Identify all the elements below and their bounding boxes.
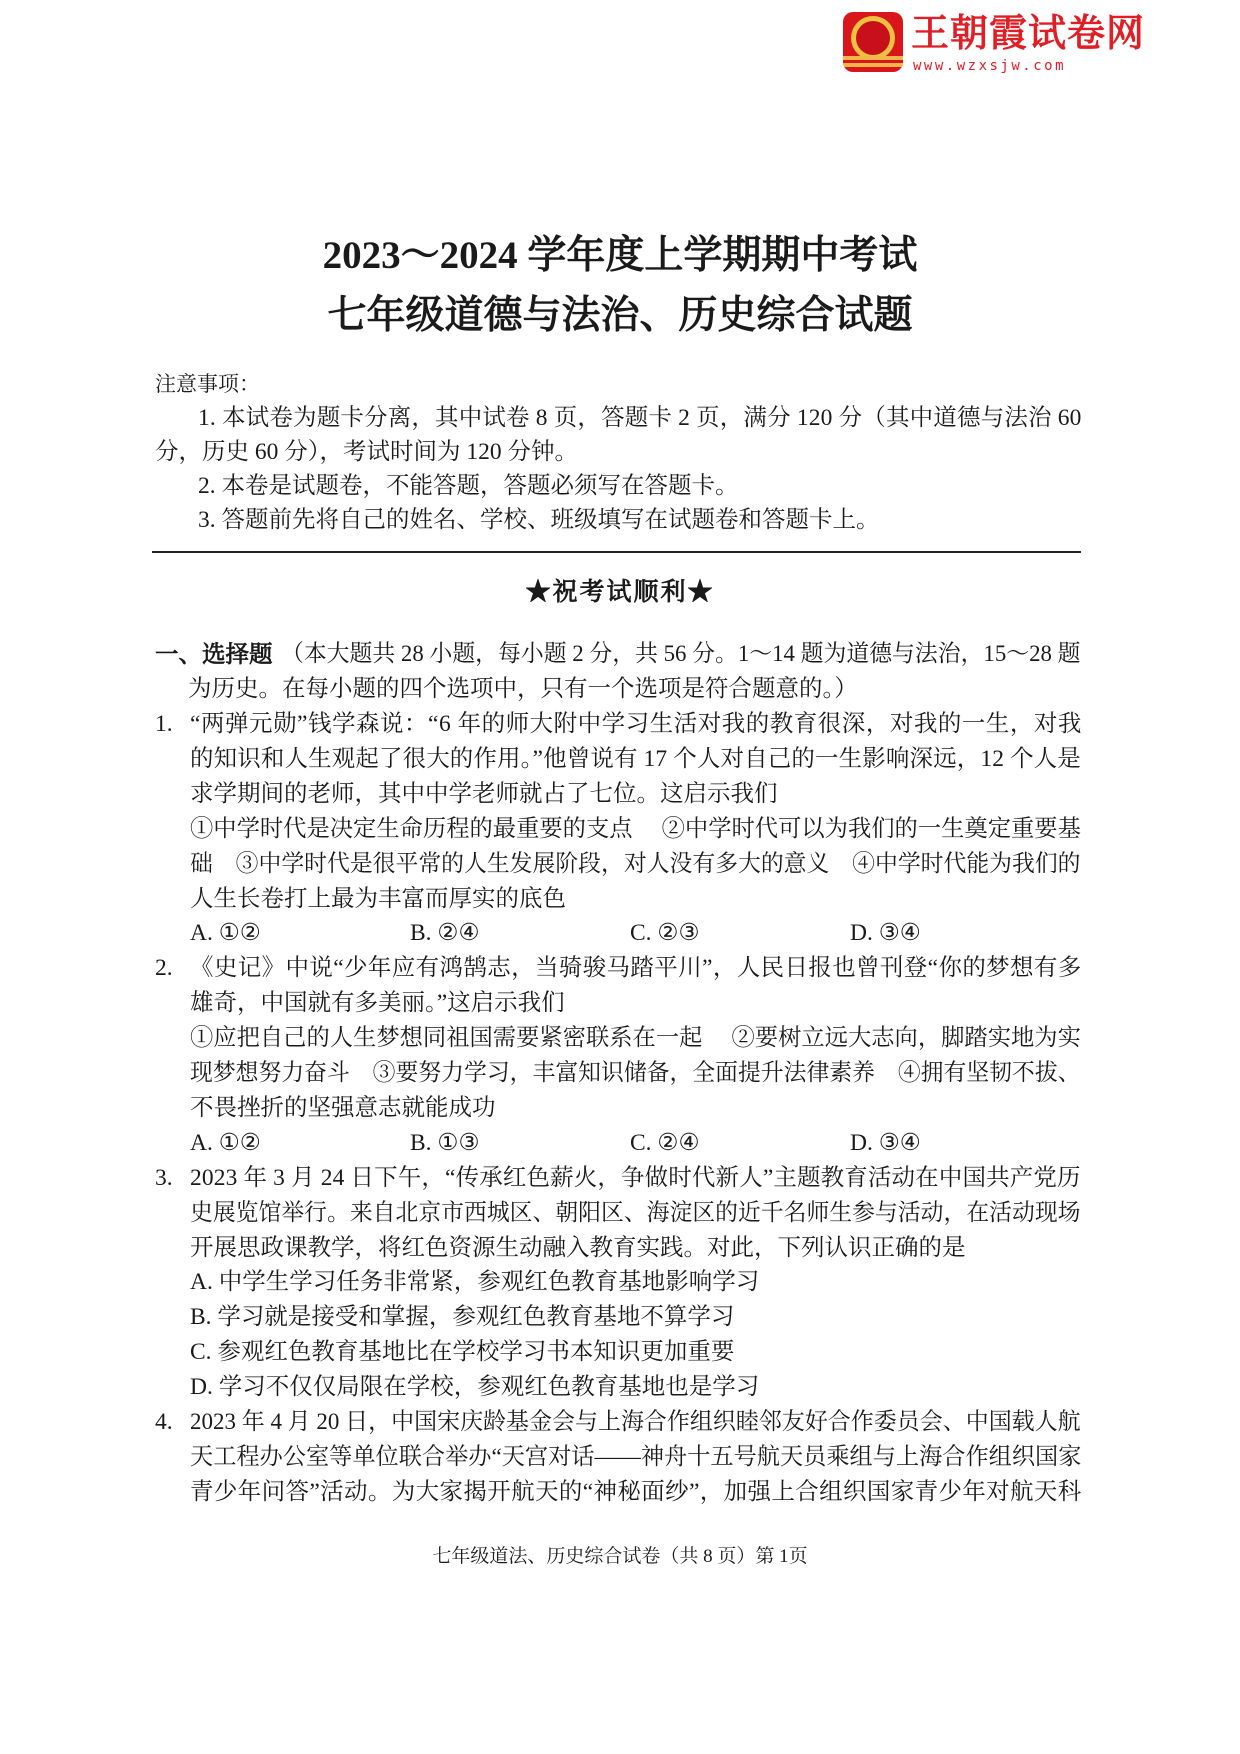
notice-line: 分，历史 60 分），考试时间为 120 分钟。 <box>155 439 578 465</box>
question-text: 的知识和人生观起了很大的作用。”他曾说有 17 个人对自己的一生影响深远，12 个人是 <box>190 745 1081 772</box>
notice-line: 1. 本试卷为题卡分离，其中试卷 8 页，答题卡 2 页，满分 120 分（其中道德与法治 60 <box>198 405 1082 431</box>
answer-option: B. ②④ <box>410 920 480 947</box>
question-number: 3. <box>155 1164 173 1191</box>
question-number: 4. <box>155 1409 173 1435</box>
question-text: 2023 年 4 月 20 日，中国宋庆龄基金会与上海合作组织睦邻友好合作委员会、中国载人航 <box>190 1409 1081 1435</box>
section-label <box>155 638 273 671</box>
logo-name: 王朝霞试卷网 <box>911 11 1146 55</box>
question-text: 人生长卷打上最为丰富而厚实的底色 <box>190 885 566 912</box>
answer-option: C. 参观红色教育基地比在学校学习书本知识更加重要 <box>190 1339 735 1366</box>
question-number: 2. <box>155 955 173 982</box>
question-text: 天工程办公室等单位联合举办“天宫对话——神舟十五号航天员乘组与上海合作组织国家 <box>190 1443 1082 1470</box>
question-text: 础 ③中学时代是很平常的人生发展阶段，对人没有多大的意义 ④中学时代能为我们的 <box>190 850 1081 877</box>
notice-line: 2. 本卷是试题卷，不能答题，答题必须写在答题卡。 <box>198 473 739 499</box>
answer-option: A. 中学生学习任务非常紧，参观红色教育基地影响学习 <box>190 1269 760 1296</box>
page-footer: 七年级道法、历史综合试卷（共 8 页）第 1页 <box>432 1546 808 1567</box>
answer-option: C. ②③ <box>630 920 700 947</box>
question-text: 雄奇，中国就有多美丽。”这启示我们 <box>190 990 565 1017</box>
question-text: 开展思政课教学，将红色资源生动融入教育实践。对此，下列认识正确的是 <box>190 1234 966 1261</box>
notice-heading: 注意事项： <box>155 372 260 396</box>
answer-option: D. 学习不仅仅局限在学校，参观红色教育基地也是学习 <box>190 1374 760 1401</box>
answer-option: A. ①② <box>190 920 261 947</box>
question-text: 《史记》中说“少年应有鸿鹄志，当骑骏马踏平川”，人民日报也曾刊登“你的梦想有多 <box>190 955 1082 982</box>
section-instructions: （本大题共 28 小题，每小题 2 分，共 56 分。1～14 题为道德与法治，15～28 题 <box>281 641 1081 667</box>
question-text: “两弹元勋”钱学森说：“6 年的师大附中学习生活对我的教育很深，对我的一生，对我 <box>190 711 1082 737</box>
question-text: 史展览馆举行。来自北京市西城区、朝阳区、海淀区的近千名师生参与活动，在活动现场 <box>190 1199 1081 1226</box>
section-instructions: 为历史。在每小题的四个选项中，只有一个选项是符合题意的。） <box>188 676 858 702</box>
answer-option: B. ①③ <box>410 1129 480 1156</box>
divider <box>152 551 1081 553</box>
good-luck-banner: ★祝考试顺利★ <box>525 579 715 606</box>
section-label-text: 一、选择题 <box>155 640 273 668</box>
question-text: 求学期间的老师，其中中学老师就占了七位。这启示我们 <box>190 780 778 807</box>
exam-subtitle: 七年级道德与法治、历史综合试题 <box>327 294 913 337</box>
exam-title: 2023～2024 学年度上学期期中考试 <box>322 234 918 277</box>
question-text: ①中学时代是决定生命历程的最重要的支点 ②中学时代可以为我们的一生奠定重要基 <box>190 815 1081 842</box>
answer-option: B. 学习就是接受和掌握，参观红色教育基地不算学习 <box>190 1304 735 1331</box>
question-text: 不畏挫折的坚强意志就能成功 <box>190 1094 496 1121</box>
question-text: 2023 年 3 月 24 日下午，“传承红色薪火，争做时代新人”主题教育活动在中国共产党历 <box>190 1164 1081 1191</box>
question-text: 青少年问答”活动。为大家揭开航天的“神秘面纱”，加强上合组织国家青少年对航天科 <box>190 1478 1082 1505</box>
site-logo <box>843 12 1153 76</box>
question-text: ①应把自己的人生梦想同祖国需要紧密联系在一起 ②要树立远大志向，脚踏实地为实 <box>190 1025 1081 1052</box>
logo-url: www.wzxsjw.com <box>913 58 1067 74</box>
answer-option: C. ②④ <box>630 1129 700 1156</box>
notice-line: 3. 答题前先将自己的姓名、学校、班级填写在试题卷和答题卡上。 <box>198 507 880 533</box>
question-text: 现梦想努力奋斗 ③要努力学习，丰富知识储备，全面提升法律素养 ④拥有坚韧不拔、 <box>190 1060 1081 1086</box>
question-number: 1. <box>155 711 173 737</box>
answer-option: D. ③④ <box>850 920 921 947</box>
answer-option: A. ①② <box>190 1129 261 1156</box>
logo-emblem-icon <box>843 12 903 72</box>
answer-option: D. ③④ <box>850 1129 921 1156</box>
